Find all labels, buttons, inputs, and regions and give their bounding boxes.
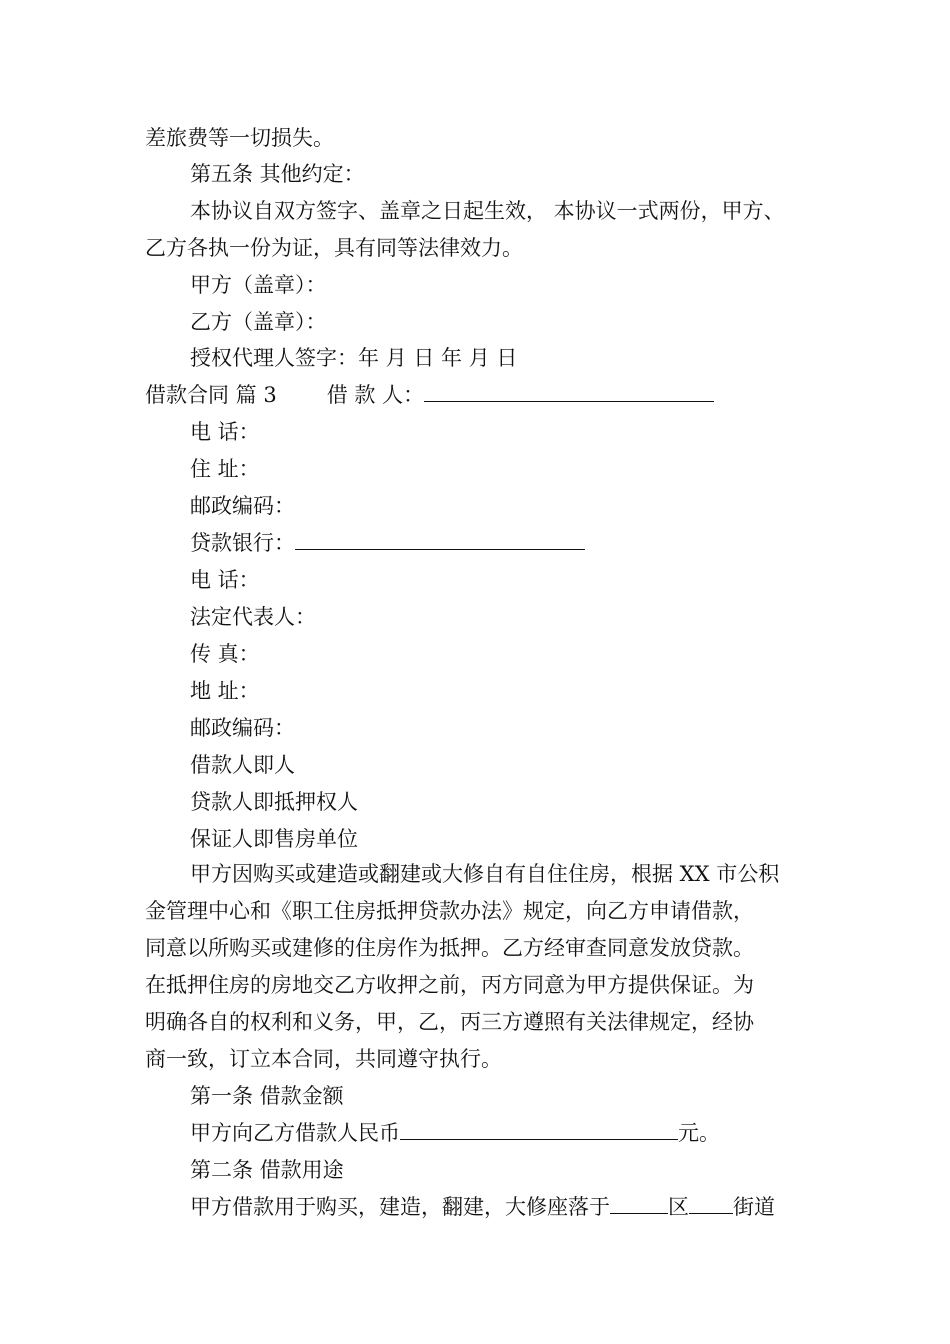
paragraph-line: 商一致，订立本合同，共同遵守执行。 <box>145 1047 502 1071</box>
contract-title: 借款合同 篇 3 <box>145 383 277 407</box>
borrower-blank <box>424 381 714 402</box>
address-label: 地 址： <box>190 679 260 703</box>
address-label: 住 址： <box>190 457 260 481</box>
street-label: 街道 <box>733 1195 775 1219</box>
text-line: 本协议自双方签字、盖章之日起生效， 本协议一式两份，甲方、 <box>190 199 785 223</box>
loan-amount-line <box>190 1119 720 1149</box>
article-heading: 第一条 借款金额 <box>190 1084 344 1108</box>
loan-amount-blank <box>400 1119 678 1140</box>
lending-bank-label: 贷款银行： <box>190 531 295 555</box>
district-label: 区 <box>668 1195 689 1219</box>
legal-representative-label: 法定代表人： <box>190 605 316 629</box>
street-blank <box>689 1193 733 1214</box>
article-heading: 第二条 借款用途 <box>190 1158 344 1182</box>
text-line: 差旅费等一切损失。 <box>145 126 334 150</box>
text-line: 贷款人即抵押权人 <box>190 790 358 814</box>
loan-purpose-text: 甲方借款用于购买，建造，翻建，大修座落于 <box>190 1195 610 1219</box>
lending-bank-line <box>190 529 585 559</box>
paragraph-line: 甲方因购买或建造或翻建或大修自有自住住房，根据 XX 市公积 <box>190 862 780 886</box>
currency-unit: 元。 <box>678 1121 720 1145</box>
loan-amount-label: 甲方向乙方借款人民币 <box>190 1121 400 1145</box>
contract-title-line <box>145 381 714 411</box>
phone-label: 电 话： <box>190 568 260 592</box>
borrower-label: 借 款 人： <box>326 383 425 407</box>
paragraph-line: 明确各自的权利和义务，甲，乙，丙三方遵照有关法律规定，经协 <box>145 1010 754 1034</box>
paragraph-line: 在抵押住房的房地交乙方收押之前，丙方同意为甲方提供保证。为 <box>145 973 754 997</box>
fax-label: 传 真： <box>190 642 260 666</box>
lending-bank-blank <box>295 529 585 550</box>
postal-code-label: 邮政编码： <box>190 716 295 740</box>
text-line: 借款人即人 <box>190 753 295 777</box>
signature-date-label: 授权代理人签字：年 月 日 年 月 日 <box>190 346 518 370</box>
paragraph-line: 金管理中心和《职工住房抵押贷款办法》规定，向乙方申请借款， <box>145 899 754 923</box>
paragraph-line: 同意以所购买或建修的住房作为抵押。乙方经审查同意发放贷款。 <box>145 936 754 960</box>
postal-code-label: 邮政编码： <box>190 494 295 518</box>
phone-label: 电 话： <box>190 420 260 444</box>
party-b-seal-label: 乙方（盖章）： <box>190 310 327 334</box>
district-blank <box>610 1193 668 1214</box>
text-line: 保证人即售房单位 <box>190 827 358 851</box>
text-line: 乙方各执一份为证，具有同等法律效力。 <box>145 236 523 260</box>
article-heading: 第五条 其他约定： <box>190 162 365 186</box>
party-a-seal-label: 甲方（盖章）： <box>190 273 327 297</box>
loan-purpose-line <box>190 1193 775 1223</box>
